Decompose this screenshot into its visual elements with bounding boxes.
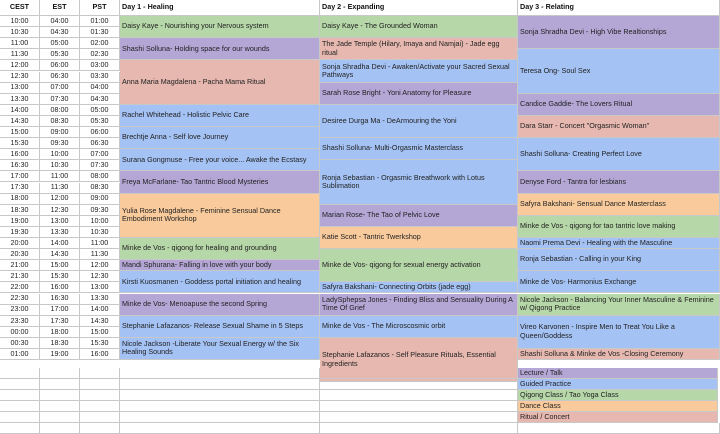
time-cell-pst: 07:30 (80, 160, 120, 171)
time-cell-cest: 00:00 (0, 327, 40, 338)
time-cell-est: 05:30 (40, 49, 80, 60)
empty-cell (120, 423, 320, 434)
session-cell: Denyse Ford - Tantra for lesbians (518, 171, 720, 193)
session-cell: Daisy Kaye - Nourishing your Nervous system (120, 16, 320, 38)
time-cell-pst: 03:30 (80, 72, 120, 83)
time-cell-est: 05:00 (40, 38, 80, 49)
time-cell-cest: 13:00 (0, 83, 40, 94)
session-cell: Shashi Solluna & Minke de Vos -Closing Ceremony (518, 349, 720, 360)
time-cell-cest: 22:30 (0, 294, 40, 305)
session-cell: Safyra Bakshani- Connecting Orbits (jade egg) (320, 282, 518, 293)
time-cell-cest: 01:00 (0, 349, 40, 360)
time-cell-est: 09:00 (40, 127, 80, 138)
time-cell-pst: 04:30 (80, 94, 120, 105)
time-cell-est: 14:00 (40, 238, 80, 249)
time-cell-est: 07:30 (40, 94, 80, 105)
time-cell-pst: 04:00 (80, 83, 120, 94)
session-cell: Candice Gaddie- The Lovers Ritual (518, 94, 720, 116)
time-cell-est: 11:30 (40, 183, 80, 194)
time-cell-pst: 15:30 (80, 338, 120, 349)
empty-cell (320, 401, 518, 412)
time-cell-est: 08:00 (40, 105, 80, 116)
header-day3: Day 3 - Relating (518, 0, 720, 16)
time-cell-est: 16:00 (40, 282, 80, 293)
time-cell-pst: 07:00 (80, 149, 120, 160)
empty-cell (518, 423, 720, 434)
time-cell-pst: 14:30 (80, 316, 120, 327)
session-cell: Shashi Solluna- Holding space for our wounds (120, 38, 320, 60)
time-cell-est: 12:30 (40, 205, 80, 216)
time-cell-pst: 01:30 (80, 27, 120, 38)
time-cell-cest: 16:00 (0, 149, 40, 160)
empty-cell (40, 379, 80, 390)
empty-cell (0, 368, 40, 379)
time-cell-cest: 21:00 (0, 260, 40, 271)
empty-cell (40, 412, 80, 423)
time-cell-cest: 13:30 (0, 94, 40, 105)
time-cell-pst: 14:00 (80, 305, 120, 316)
empty-cell (0, 379, 40, 390)
session-cell: Shashi Solluna- Multi-Orgasmic Masterclass (320, 138, 518, 160)
time-cell-pst: 12:00 (80, 260, 120, 271)
time-cell-est: 07:00 (40, 83, 80, 94)
empty-cell (80, 401, 120, 412)
time-cell-pst: 16:00 (80, 349, 120, 360)
legend-item-guided: Guided Practice (518, 379, 718, 390)
time-cell-pst: 03:00 (80, 60, 120, 71)
empty-cell (320, 412, 518, 423)
empty-cell (80, 390, 120, 401)
empty-cell (80, 423, 120, 434)
empty-cell (40, 423, 80, 434)
time-cell-est: 14:30 (40, 249, 80, 260)
time-cell-est: 16:30 (40, 294, 80, 305)
time-cell-pst: 05:30 (80, 116, 120, 127)
time-cell-pst: 02:30 (80, 49, 120, 60)
session-cell: Surana Gongmuse - Free your voice... Awake the Ecstasy (120, 149, 320, 171)
time-cell-cest: 20:00 (0, 238, 40, 249)
legend-item-lecture: Lecture / Talk (518, 368, 718, 379)
header-day2: Day 2 - Expanding (320, 0, 518, 16)
time-cell-cest: 18:30 (0, 205, 40, 216)
time-cell-pst: 11:30 (80, 249, 120, 260)
empty-cell (120, 379, 320, 390)
empty-cell (0, 401, 40, 412)
empty-cell (320, 368, 518, 379)
header-est: EST (40, 0, 80, 16)
session-cell: Naomi Prema Devi - Healing with the Masculine (518, 238, 720, 249)
time-cell-est: 06:00 (40, 60, 80, 71)
session-cell: Minke de Vos- Menoapuse the second Spring (120, 294, 320, 316)
time-cell-cest: 14:00 (0, 105, 40, 116)
session-cell: Minke de Vos - qigong for healing and grounding (120, 238, 320, 260)
session-cell: Sonja Shradha Devi - High Vibe Realtionships (518, 16, 720, 49)
session-cell: Daisy Kaye - The Grounded Woman (320, 16, 518, 38)
time-cell-pst: 13:00 (80, 282, 120, 293)
session-cell: Nicole Jackson - Balancing Your Inner Masculine & Feminine w/ Qigong Practice (518, 294, 720, 316)
time-cell-pst: 10:00 (80, 216, 120, 227)
session-cell: Anna Maria Magdalena - Pacha Mama Ritual (120, 60, 320, 104)
session-cell: Katie Scott - Tantric Twerkshop (320, 227, 518, 249)
time-cell-cest: 00:30 (0, 338, 40, 349)
time-cell-est: 17:30 (40, 316, 80, 327)
empty-cell (0, 390, 40, 401)
time-cell-est: 17:00 (40, 305, 80, 316)
session-cell: Yulia Rose Magdalene - Feminine Sensual Dance Embodiment Workshop (120, 194, 320, 238)
empty-cell (320, 379, 518, 390)
time-cell-cest: 10:00 (0, 16, 40, 27)
time-cell-cest: 23:30 (0, 316, 40, 327)
empty-cell (80, 379, 120, 390)
time-cell-est: 15:30 (40, 271, 80, 282)
session-cell: Ronja Sebastian - Orgasmic Breathwork with Lotus Sublimation (320, 160, 518, 204)
time-cell-pst: 11:00 (80, 238, 120, 249)
empty-cell (80, 368, 120, 379)
time-cell-est: 09:30 (40, 138, 80, 149)
empty-cell (120, 412, 320, 423)
session-cell: Brechtje Anna - Self love Journey (120, 127, 320, 149)
session-cell: Desiree Durga Ma - DeArmouring the Yoni (320, 105, 518, 138)
time-cell-est: 18:00 (40, 327, 80, 338)
empty-cell (80, 412, 120, 423)
time-cell-cest: 17:00 (0, 171, 40, 182)
time-cell-est: 08:30 (40, 116, 80, 127)
session-cell: The Jade Temple (Hilary, Imaya and Namjai) - Jade egg ritual (320, 38, 518, 60)
time-cell-est: 18:30 (40, 338, 80, 349)
session-cell: Minke de Vos- Harmonius Exchange (518, 271, 720, 293)
time-cell-pst: 10:30 (80, 227, 120, 238)
session-cell: Dara Starr - Concert "Orgasmic Woman" (518, 116, 720, 138)
session-cell: LadySphepsa Jones - Finding Bliss and Sensuality During A Time Of Grief (320, 294, 518, 316)
session-cell: Stephanie Lafazanos- Release Sexual Shame in 5 Steps (120, 316, 320, 338)
session-cell: Nicole Jackson -Liberate Your Sexual Energy w/ the Six Healing Sounds (120, 338, 320, 360)
session-cell: Safyra Bakshani- Sensual Dance Masterclass (518, 194, 720, 216)
time-cell-est: 06:30 (40, 72, 80, 83)
session-cell: Minke de Vos - The Microscosmic orbit (320, 316, 518, 338)
time-cell-pst: 08:30 (80, 183, 120, 194)
time-cell-cest: 19:30 (0, 227, 40, 238)
empty-cell (40, 401, 80, 412)
time-cell-est: 10:00 (40, 149, 80, 160)
time-cell-est: 04:00 (40, 16, 80, 27)
time-cell-cest: 17:30 (0, 183, 40, 194)
time-cell-est: 11:00 (40, 171, 80, 182)
session-cell: Ronja Sebastian - Calling in your King (518, 249, 720, 271)
time-cell-cest: 22:00 (0, 282, 40, 293)
empty-cell (40, 390, 80, 401)
time-cell-cest: 15:00 (0, 127, 40, 138)
legend-item-ritual: Ritual / Concert (518, 412, 718, 423)
session-cell: Minke de Vos - qigong for tao tantric love making (518, 216, 720, 238)
session-cell: Stephanie Lafazanos - Self Pleasure Rituals, Essential Ingredients (320, 338, 518, 382)
time-cell-cest: 21:30 (0, 271, 40, 282)
empty-cell (120, 401, 320, 412)
header-day1: Day 1 - Healing (120, 0, 320, 16)
time-cell-pst: 06:30 (80, 138, 120, 149)
time-cell-cest: 15:30 (0, 138, 40, 149)
session-cell: Mandi Sphurana- Falling in love with your body (120, 260, 320, 271)
time-cell-pst: 08:00 (80, 171, 120, 182)
time-cell-cest: 12:30 (0, 72, 40, 83)
empty-cell (0, 412, 40, 423)
time-cell-est: 04:30 (40, 27, 80, 38)
time-cell-cest: 14:30 (0, 116, 40, 127)
time-cell-est: 15:00 (40, 260, 80, 271)
time-cell-cest: 18:00 (0, 194, 40, 205)
session-cell: Rachel Whitehead - Holistic Pelvic Care (120, 105, 320, 127)
time-cell-est: 10:30 (40, 160, 80, 171)
time-cell-pst: 15:00 (80, 327, 120, 338)
empty-cell (120, 368, 320, 379)
time-cell-pst: 09:30 (80, 205, 120, 216)
legend-item-dance: Dance Class (518, 401, 718, 412)
header-cest: CEST (0, 0, 40, 16)
time-cell-est: 13:30 (40, 227, 80, 238)
time-cell-cest: 23:00 (0, 305, 40, 316)
empty-cell (0, 423, 40, 434)
empty-cell (40, 368, 80, 379)
time-cell-pst: 12:30 (80, 271, 120, 282)
time-cell-pst: 02:00 (80, 38, 120, 49)
time-cell-pst: 09:00 (80, 194, 120, 205)
header-pst: PST (80, 0, 120, 16)
time-cell-pst: 01:00 (80, 16, 120, 27)
time-cell-cest: 16:30 (0, 160, 40, 171)
session-cell: Teresa Ong- Soul Sex (518, 49, 720, 93)
time-cell-pst: 13:30 (80, 294, 120, 305)
session-cell: Vireo Karvonen - Inspire Men to Treat You Like a Queen/Goddess (518, 316, 720, 349)
empty-cell (320, 423, 518, 434)
session-cell: Kirsti Kuosmanen - Goddess portal initiation and healing (120, 271, 320, 293)
time-cell-est: 12:00 (40, 194, 80, 205)
legend-item-qigong: Qigong Class / Tao Yoga Class (518, 390, 718, 401)
empty-cell (120, 390, 320, 401)
time-cell-cest: 12:00 (0, 60, 40, 71)
session-cell: Freya McFarlane- Tao Tantric Blood Mysteries (120, 171, 320, 193)
time-cell-cest: 11:00 (0, 38, 40, 49)
empty-cell (320, 390, 518, 401)
session-cell: Marian Rose- The Tao of Pelvic Love (320, 205, 518, 227)
session-cell: Sarah Rose Bright - Yoni Anatomy for Pleasure (320, 83, 518, 105)
time-cell-cest: 10:30 (0, 27, 40, 38)
time-cell-est: 19:00 (40, 349, 80, 360)
session-cell: Sonja Shradha Devi - Awaken/Activate your Sacred Sexual Pathways (320, 60, 518, 82)
time-cell-pst: 06:00 (80, 127, 120, 138)
session-cell: Shashi Solluna- Creating Perfect Love (518, 138, 720, 171)
time-cell-cest: 19:00 (0, 216, 40, 227)
time-cell-cest: 20:30 (0, 249, 40, 260)
time-cell-pst: 05:00 (80, 105, 120, 116)
time-cell-est: 13:00 (40, 216, 80, 227)
session-cell: Minke de Vos- qigong for sexual energy activation (320, 249, 518, 282)
time-cell-cest: 11:30 (0, 49, 40, 60)
